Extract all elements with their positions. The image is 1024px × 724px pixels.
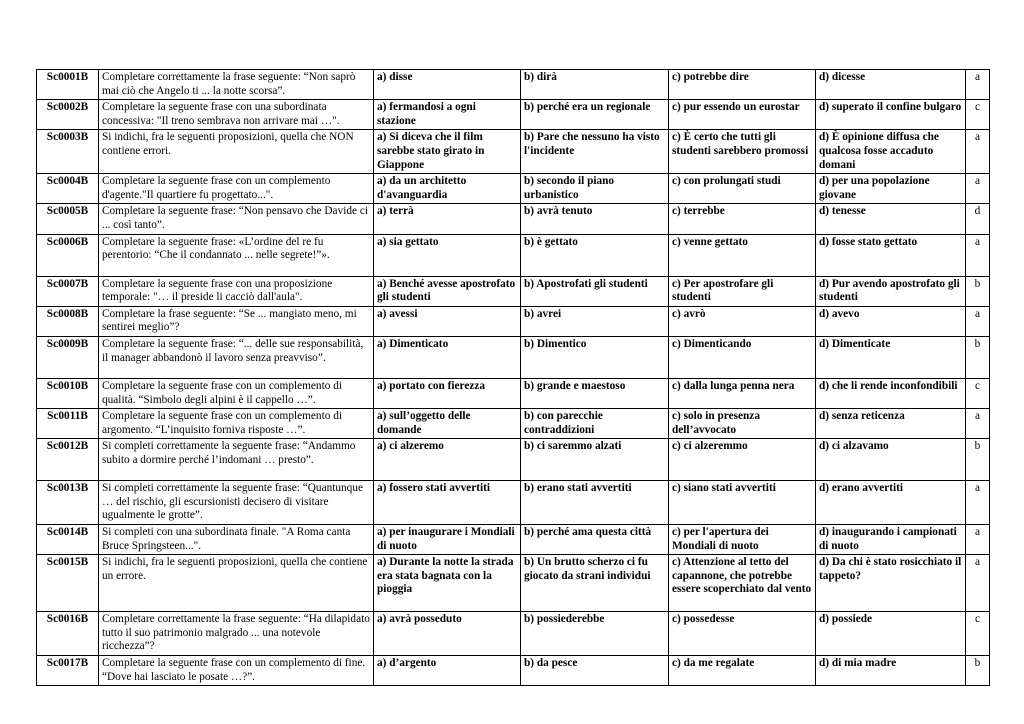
correct-answer: c [966, 378, 990, 408]
question-text: Completare la seguente frase con una proposizione temporale: "… il preside li cacciò dall'aula". [99, 276, 374, 306]
option-d: d) possiede [816, 612, 966, 656]
option-b: b) da pesce [521, 656, 669, 686]
option-c: c) con prolungati studi [669, 174, 816, 204]
option-a: a) avrà posseduto [374, 612, 521, 656]
option-c: c) solo in presenza dell’avvocato [669, 409, 816, 439]
option-a: a) Dimenticato [374, 336, 521, 378]
option-d: d) erano avvertiti [816, 481, 966, 525]
option-b: b) Pare che nessuno ha visto l'incidente [521, 130, 669, 174]
question-code: Sc0016B [37, 612, 99, 656]
option-c: c) da me regalate [669, 656, 816, 686]
question-text: Si completi con una subordinata finale. "A Roma canta Bruce Springsteen...". [99, 525, 374, 555]
option-c: c) pur essendo un eurostar [669, 100, 816, 130]
table-row [37, 409, 990, 439]
table-row [37, 204, 990, 234]
question-code: Sc0014B [37, 525, 99, 555]
option-c: c) avrò [669, 306, 816, 336]
option-b: b) Apostrofati gli studenti [521, 276, 669, 306]
table-row [37, 656, 990, 686]
option-a: a) disse [374, 70, 521, 100]
table-row [37, 100, 990, 130]
option-a: a) portato con fierezza [374, 378, 521, 408]
option-a: a) sia gettato [374, 234, 521, 276]
option-c: c) dalla lunga penna nera [669, 378, 816, 408]
option-a: a) terrà [374, 204, 521, 234]
option-b: b) Un brutto scherzo ci fu giocato da strani individui [521, 555, 669, 612]
question-code: Sc0002B [37, 100, 99, 130]
question-text: Si indichi, fra le seguenti proposizioni, quella che contiene un errore. [99, 555, 374, 612]
option-d: d) inaugurando i campionati di nuoto [816, 525, 966, 555]
option-d: d) superato il confine bulgaro [816, 100, 966, 130]
option-d: d) tenesse [816, 204, 966, 234]
option-c: c) siano stati avvertiti [669, 481, 816, 525]
option-a: a) sull’oggetto delle domande [374, 409, 521, 439]
option-a: a) Durante la notte la strada era stata bagnata con la pioggia [374, 555, 521, 612]
question-code: Sc0003B [37, 130, 99, 174]
question-text: Completare la seguente frase: “... delle sue responsabilità, il manager abbandonò il lavoro senza preavviso”. [99, 336, 374, 378]
question-code: Sc0007B [37, 276, 99, 306]
correct-answer: c [966, 612, 990, 656]
option-d: d) ci alzavamo [816, 439, 966, 481]
table-row [37, 130, 990, 174]
question-code: Sc0010B [37, 378, 99, 408]
question-code: Sc0006B [37, 234, 99, 276]
table-row [37, 336, 990, 378]
question-text: Completare correttamente la frase seguente: “Non saprò mai ciò che Angelo ti ... la notte scorsa”. [99, 70, 374, 100]
option-d: d) che li rende inconfondibili [816, 378, 966, 408]
question-text: Completare la seguente frase con una subordinata concessiva: "Il treno sembrava non arrivare mai …". [99, 100, 374, 130]
question-text: Si completi correttamente la seguente frase: “Quantunque … del rischio, gli escursionisti decisero di visitare ugualmente le grotte”. [99, 481, 374, 525]
option-c: c) possedesse [669, 612, 816, 656]
option-b: b) perché era un regionale [521, 100, 669, 130]
option-b: b) è gettato [521, 234, 669, 276]
table-row [37, 306, 990, 336]
correct-answer: b [966, 336, 990, 378]
option-c: c) È certo che tutti gli studenti sarebbero promossi [669, 130, 816, 174]
option-c: c) venne gettato [669, 234, 816, 276]
option-a: a) ci alzeremo [374, 439, 521, 481]
question-code: Sc0011B [37, 409, 99, 439]
option-a: a) fermandosi a ogni stazione [374, 100, 521, 130]
option-d: d) Da chi è stato rosicchiato il tappeto? [816, 555, 966, 612]
question-code: Sc0013B [37, 481, 99, 525]
question-code: Sc0004B [37, 174, 99, 204]
option-a: a) Benché avesse apostrofato gli studenti [374, 276, 521, 306]
option-a: a) d’argento [374, 656, 521, 686]
correct-answer: a [966, 70, 990, 100]
question-code: Sc0008B [37, 306, 99, 336]
questions-table [36, 69, 990, 686]
table-row [37, 174, 990, 204]
option-d: d) È opinione diffusa che qualcosa fosse accaduto domani [816, 130, 966, 174]
question-text: Completare la seguente frase: “Non pensavo che Davide ci ... così tanto”. [99, 204, 374, 234]
table-row [37, 612, 990, 656]
question-text: Si completi correttamente la seguente frase: “Andammo subito a dormire perché l’indomani … presto”. [99, 439, 374, 481]
option-b: b) con parecchie contraddizioni [521, 409, 669, 439]
table-row [37, 70, 990, 100]
option-a: a) fossero stati avvertiti [374, 481, 521, 525]
option-a: a) avessi [374, 306, 521, 336]
question-text: Completare correttamente la frase seguente: “Ha dilapidato tutto il suo patrimonio malgrado ... una notevole ricchezza”? [99, 612, 374, 656]
option-b: b) avrei [521, 306, 669, 336]
question-code: Sc0017B [37, 656, 99, 686]
option-c: c) Per apostrofare gli studenti [669, 276, 816, 306]
option-d: d) avevo [816, 306, 966, 336]
correct-answer: a [966, 555, 990, 612]
question-text: Si indichi, fra le seguenti proposizioni, quella che NON contiene errori. [99, 130, 374, 174]
option-c: c) per l'apertura dei Mondiali di nuoto [669, 525, 816, 555]
option-b: b) perché ama questa città [521, 525, 669, 555]
correct-answer: a [966, 481, 990, 525]
option-d: d) fosse stato gettato [816, 234, 966, 276]
option-a: a) Si diceva che il film sarebbe stato girato in Giappone [374, 130, 521, 174]
question-code: Sc0001B [37, 70, 99, 100]
question-code: Sc0015B [37, 555, 99, 612]
table-row [37, 234, 990, 276]
option-c: c) Dimenticando [669, 336, 816, 378]
correct-answer: b [966, 276, 990, 306]
option-d: d) per una popolazione giovane [816, 174, 966, 204]
option-b: b) ci saremmo alzati [521, 439, 669, 481]
table-row [37, 378, 990, 408]
correct-answer: a [966, 174, 990, 204]
question-code: Sc0005B [37, 204, 99, 234]
correct-answer: b [966, 656, 990, 686]
table-row [37, 525, 990, 555]
table-row [37, 276, 990, 306]
option-a: a) da un architetto d'avanguardia [374, 174, 521, 204]
question-code: Sc0009B [37, 336, 99, 378]
correct-answer: a [966, 306, 990, 336]
question-text: Completare la seguente frase con un complemento di fine. “Dove hai lasciato le posate …?”. [99, 656, 374, 686]
option-c: c) potrebbe dire [669, 70, 816, 100]
question-text: Completare la seguente frase: «L’ordine del re fu perentorio: “Che il condannato ... nelle segrete!”». [99, 234, 374, 276]
option-d: d) senza reticenza [816, 409, 966, 439]
option-b: b) grande e maestoso [521, 378, 669, 408]
question-text: Completare la seguente frase con un complemento di argomento. “L’inquisito forniva risposte …”. [99, 409, 374, 439]
option-d: d) Pur avendo apostrofato gli studenti [816, 276, 966, 306]
question-text: Completare la seguente frase con un complemento di qualità. “Simbolo degli alpini è il cappello …”. [99, 378, 374, 408]
option-b: b) possiederebbe [521, 612, 669, 656]
option-b: b) secondo il piano urbanistico [521, 174, 669, 204]
table-row [37, 481, 990, 525]
option-c: c) ci alzeremmo [669, 439, 816, 481]
table-row [37, 439, 990, 481]
question-code: Sc0012B [37, 439, 99, 481]
option-c: c) terrebbe [669, 204, 816, 234]
option-b: b) avrà tenuto [521, 204, 669, 234]
question-text: Completare la frase seguente: “Se ... mangiato meno, mi sentirei meglio”? [99, 306, 374, 336]
option-a: a) per inaugurare i Mondiali di nuoto [374, 525, 521, 555]
option-c: c) Attenzione al tetto del capannone, che potrebbe essere scoperchiato dal vento [669, 555, 816, 612]
correct-answer: a [966, 130, 990, 174]
correct-answer: d [966, 204, 990, 234]
option-b: b) dirà [521, 70, 669, 100]
option-d: d) di mia madre [816, 656, 966, 686]
option-d: d) Dimenticate [816, 336, 966, 378]
option-b: b) erano stati avvertiti [521, 481, 669, 525]
correct-answer: a [966, 525, 990, 555]
table-row [37, 555, 990, 612]
correct-answer: a [966, 409, 990, 439]
question-text: Completare la seguente frase con un complemento d'agente."Il quartiere fu progettato...". [99, 174, 374, 204]
correct-answer: b [966, 439, 990, 481]
correct-answer: c [966, 100, 990, 130]
option-b: b) Dimentico [521, 336, 669, 378]
option-d: d) dicesse [816, 70, 966, 100]
correct-answer: a [966, 234, 990, 276]
